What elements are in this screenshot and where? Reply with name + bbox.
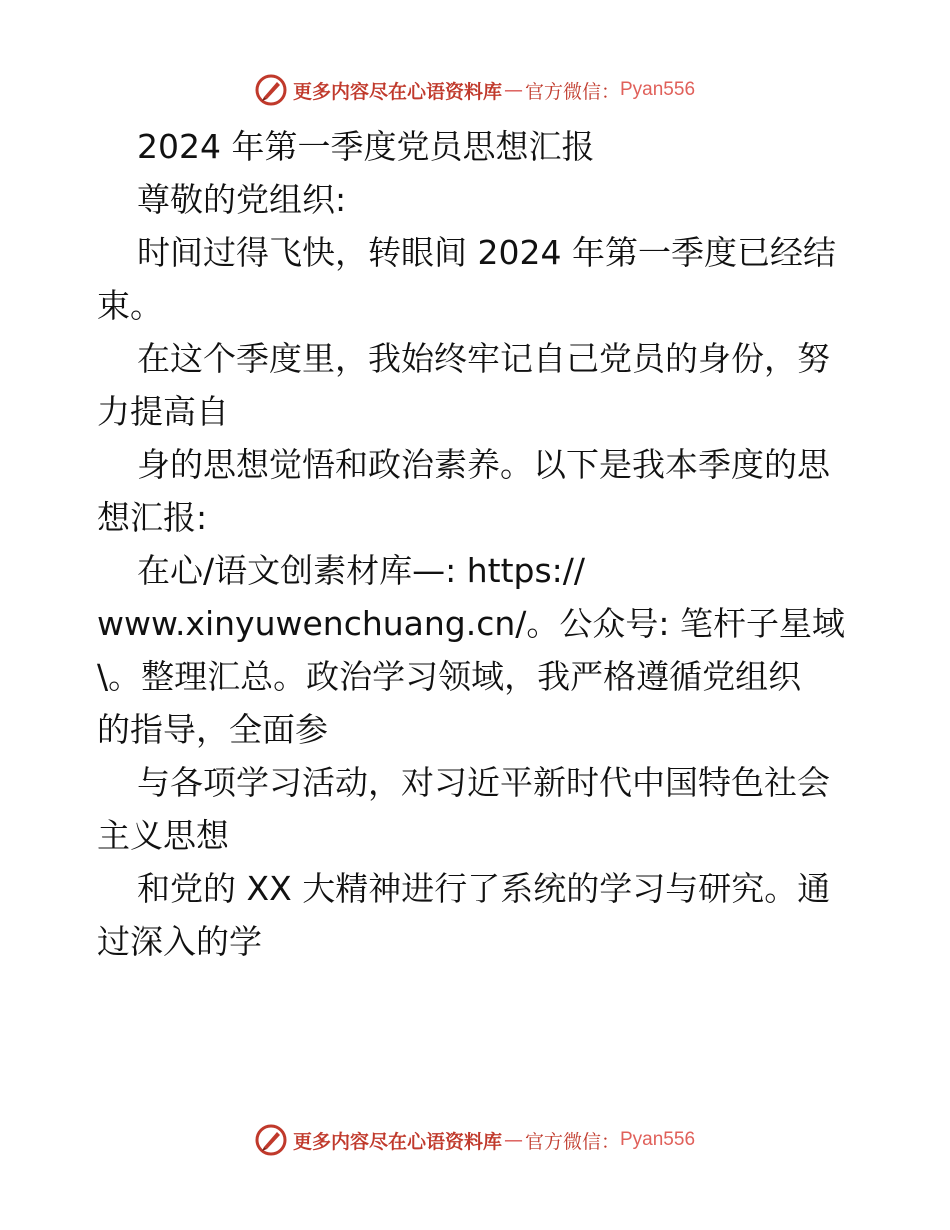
doc-line: 力提高自 xyxy=(97,392,229,431)
doc-line: 时间过得飞快，转眼间 2024 年第一季度已经结 xyxy=(137,233,836,272)
footer-separator: — xyxy=(503,1129,523,1151)
quill-logo-icon xyxy=(255,1124,287,1156)
footer-wechat-label: 官方微信： xyxy=(524,1130,620,1153)
footer-banner xyxy=(0,1120,950,1160)
document-body xyxy=(97,120,857,968)
doc-line: 束。 xyxy=(97,286,163,325)
doc-line: 的指导，全面参 xyxy=(97,710,328,749)
doc-line: 过深入的学 xyxy=(97,922,262,961)
header-wechat-handle: Pyan556 xyxy=(620,79,696,100)
doc-salutation: 尊敬的党组织: xyxy=(137,180,347,219)
doc-line: 和党的 XX 大精神进行了系统的学习与研究。通 xyxy=(137,869,831,908)
doc-line: 主义思想 xyxy=(97,816,229,855)
footer-wechat-handle: Pyan556 xyxy=(620,1129,696,1150)
doc-line: www.xinyuwenchuang.cn/。公众号: 笔杆子星域 xyxy=(97,604,846,643)
doc-line: 在这个季度里，我始终牢记自己党员的身份，努 xyxy=(137,339,830,378)
header-separator: — xyxy=(503,79,523,101)
header-banner xyxy=(0,70,950,110)
doc-line: \。整理汇总。政治学习领域，我严格遵循党组织 xyxy=(97,657,802,696)
doc-line: 与各项学习活动，对习近平新时代中国特色社会 xyxy=(137,763,830,802)
doc-line: 在心/语文创素材库—: https:// xyxy=(137,551,586,590)
quill-logo-icon xyxy=(255,74,287,106)
footer-brand-text: 更多内容尽在心语资料库 xyxy=(292,1130,502,1153)
doc-title: 2024 年第一季度党员思想汇报 xyxy=(137,127,595,166)
doc-line: 身的思想觉悟和政治素养。以下是我本季度的思 xyxy=(137,445,830,484)
doc-line: 想汇报: xyxy=(97,498,208,537)
header-wechat-label: 官方微信： xyxy=(524,80,620,103)
header-brand-text: 更多内容尽在心语资料库 xyxy=(292,80,502,103)
